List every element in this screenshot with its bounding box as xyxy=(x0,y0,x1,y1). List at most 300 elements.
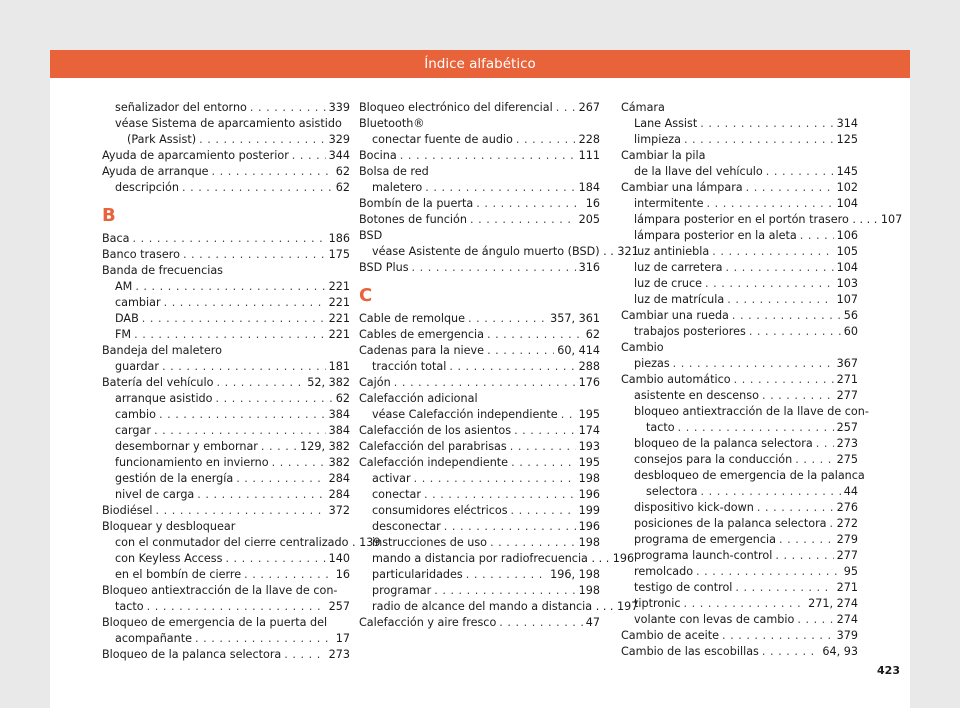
entry-term: bloqueo de la palanca selectora xyxy=(634,437,813,450)
entry-term: Batería del vehículo xyxy=(102,376,214,389)
dot-leader xyxy=(195,631,333,647)
entry-page-ref: 105 xyxy=(836,245,858,258)
entry-page-ref: 102 xyxy=(836,181,858,194)
index-entry: con el conmutador del cierre centralizado . 139 xyxy=(115,536,381,549)
entry-term: de la llave del vehículo xyxy=(634,165,763,178)
index-entry xyxy=(621,420,858,436)
entry-page-ref: 198 xyxy=(578,584,600,597)
index-entry: Banda de frecuencias xyxy=(102,264,224,277)
index-entry: lámpara posterior en el portón trasero . . . . 107 xyxy=(634,213,903,226)
dot-leader xyxy=(134,327,326,343)
entry-term: dispositivo kick-down xyxy=(634,501,754,514)
index-entry: Bandeja del maletero xyxy=(102,344,222,357)
entry-page-ref: 16 xyxy=(335,568,350,581)
dot-leader xyxy=(182,180,333,196)
dot-leader xyxy=(470,212,576,228)
entry-page-ref: 195 xyxy=(578,456,600,469)
index-entry xyxy=(621,228,858,244)
entry-page-ref: 277 xyxy=(836,549,858,562)
index-entry: mando a distancia por radiofrecuencia . . . 196 xyxy=(372,552,635,565)
index-entry xyxy=(621,532,858,548)
entry-page-ref: 47 xyxy=(585,616,600,629)
entry-term: programar xyxy=(372,584,432,597)
entry-term: tacto xyxy=(115,600,144,613)
index-entry xyxy=(102,487,350,503)
entry-page-ref: 273 xyxy=(836,437,858,450)
dot-leader xyxy=(707,196,834,212)
index-entry: radio de alcance del mando a distancia . . . 197 xyxy=(372,600,639,613)
index-entry xyxy=(102,647,350,663)
index-entry xyxy=(621,244,858,260)
dot-leader xyxy=(466,567,547,583)
index-entry xyxy=(359,212,600,228)
entry-term: Cambio de aceite xyxy=(621,629,719,642)
dot-leader xyxy=(727,292,833,308)
entry-term: Calefacción del parabrisas xyxy=(359,440,507,453)
dot-leader xyxy=(412,260,576,276)
index-entry xyxy=(102,132,350,148)
dot-leader xyxy=(816,436,834,452)
dot-leader xyxy=(164,295,326,311)
entry-term: (Park Assist) xyxy=(127,133,197,146)
dot-leader xyxy=(762,388,834,404)
dot-leader xyxy=(701,484,841,500)
index-entry xyxy=(102,359,350,375)
index-entry xyxy=(102,599,350,615)
dot-leader xyxy=(757,500,834,516)
dot-leader xyxy=(779,532,834,548)
index-entry xyxy=(359,583,600,599)
entry-term: AM xyxy=(115,280,133,293)
index-entry: Bolsa de red xyxy=(359,165,429,178)
page-number: 423 xyxy=(877,664,900,677)
dot-leader xyxy=(797,612,833,628)
dot-leader xyxy=(684,132,834,148)
index-entry xyxy=(621,388,858,404)
dot-leader xyxy=(800,228,834,244)
entry-term: descripción xyxy=(115,181,179,194)
dot-leader xyxy=(292,148,326,164)
entry-page-ref: 316 xyxy=(578,261,600,274)
entry-term: luz de cruce xyxy=(634,277,703,290)
entry-term: señalizador del entorno xyxy=(115,101,247,114)
entry-term: cambio xyxy=(115,408,156,421)
index-entry xyxy=(359,423,600,439)
dot-leader xyxy=(394,375,576,391)
dot-leader xyxy=(272,455,326,471)
index-entry xyxy=(102,423,350,439)
entry-term: FM xyxy=(115,328,132,341)
entry-term: luz de matrícula xyxy=(634,293,725,306)
index-entry xyxy=(102,231,350,247)
section-letter: C xyxy=(359,285,373,306)
index-entry xyxy=(359,615,600,631)
index-entry xyxy=(621,180,858,196)
entry-page-ref: 195 xyxy=(578,408,600,421)
dot-leader xyxy=(766,164,834,180)
entry-page-ref: 329 xyxy=(328,133,350,146)
dot-leader xyxy=(673,356,834,372)
dot-leader xyxy=(712,244,833,260)
index-entry xyxy=(102,311,350,327)
entry-term: guardar xyxy=(115,360,160,373)
entry-page-ref: 174 xyxy=(578,424,600,437)
index-entry xyxy=(102,455,350,471)
entry-page-ref: 125 xyxy=(836,133,858,146)
index-entry: Cambiar la pila xyxy=(621,149,706,162)
index-entry xyxy=(102,164,350,180)
dot-leader xyxy=(511,455,576,471)
entry-page-ref: 104 xyxy=(836,261,858,274)
dot-leader xyxy=(735,580,833,596)
entry-term: conectar xyxy=(372,488,421,501)
entry-page-ref: 257 xyxy=(328,600,350,613)
entry-term: consejos para la conducción xyxy=(634,453,793,466)
dot-leader xyxy=(468,311,547,327)
entry-page-ref: 198 xyxy=(578,472,600,485)
dot-leader xyxy=(510,439,576,455)
entry-page-ref: 205 xyxy=(578,213,600,226)
index-entry xyxy=(359,471,600,487)
dot-leader xyxy=(561,407,576,423)
entry-term: activar xyxy=(372,472,411,485)
index-entry xyxy=(621,548,858,564)
entry-term: desembornar y embornar xyxy=(115,440,258,453)
entry-page-ref: 198 xyxy=(578,536,600,549)
index-entry xyxy=(621,196,858,212)
entry-page-ref: 276 xyxy=(836,501,858,514)
entry-term: testigo de control xyxy=(634,581,733,594)
page-title: Índice alfabético xyxy=(424,56,536,72)
index-entry: véase Asistente de ángulo muerto (BSD) . . 321 xyxy=(372,245,639,258)
entry-term: Cajón xyxy=(359,376,391,389)
index-entry xyxy=(621,308,858,324)
entry-page-ref: 221 xyxy=(328,280,350,293)
entry-page-ref: 140 xyxy=(328,552,350,565)
dot-leader xyxy=(156,503,326,519)
dot-leader xyxy=(162,359,326,375)
entry-term: Cambio de las escobillas xyxy=(621,645,759,658)
entry-page-ref: 221 xyxy=(328,296,350,309)
index-entry xyxy=(621,484,858,500)
index-entry: Bloquear y desbloquear xyxy=(102,520,236,533)
dot-leader xyxy=(775,548,833,564)
dot-leader xyxy=(516,132,576,148)
entry-page-ref: 176 xyxy=(578,376,600,389)
entry-term: Banco trasero xyxy=(102,248,180,261)
entry-page-ref: 145 xyxy=(836,165,858,178)
index-entry: bloqueo antiextracción de la llave de con- xyxy=(634,405,869,418)
entry-term: véase Calefacción independiente xyxy=(372,408,558,421)
entry-page-ref: 221 xyxy=(328,328,350,341)
entry-page-ref: 284 xyxy=(328,488,350,501)
entry-term: luz antiniebla xyxy=(634,245,710,258)
entry-page-ref: 175 xyxy=(328,248,350,261)
entry-term: Bloqueo de la palanca selectora xyxy=(102,648,282,661)
entry-term: Calefacción de los asientos xyxy=(359,424,512,437)
dot-leader xyxy=(490,535,576,551)
index-entry xyxy=(102,567,350,583)
entry-term: tacto xyxy=(646,421,675,434)
entry-page-ref: 314 xyxy=(836,117,858,130)
entry-term: Bombín de la puerta xyxy=(359,197,474,210)
index-entry xyxy=(359,359,600,375)
dot-leader xyxy=(284,647,325,663)
entry-page-ref: 367 xyxy=(836,357,858,370)
entry-term: selectora xyxy=(646,485,698,498)
index-entry xyxy=(621,580,858,596)
entry-term: Baca xyxy=(102,232,130,245)
index-entry xyxy=(359,455,600,471)
entry-term: asistente en descenso xyxy=(634,389,759,402)
entry-term: Bloqueo electrónico del diferencial xyxy=(359,101,553,114)
entry-term: instrucciones de uso xyxy=(372,536,488,549)
entry-page-ref: 111 xyxy=(578,149,600,162)
index-entry xyxy=(359,407,600,423)
index-entry xyxy=(102,375,350,391)
dot-leader xyxy=(135,279,325,295)
index-entry xyxy=(621,372,858,388)
index-entry xyxy=(102,295,350,311)
entry-term: trabajos posteriores xyxy=(634,325,746,338)
index-entry xyxy=(359,148,600,164)
entry-page-ref: 279 xyxy=(836,533,858,546)
dot-leader xyxy=(449,359,575,375)
entry-page-ref: 277 xyxy=(836,389,858,402)
dot-leader xyxy=(133,231,326,247)
entry-page-ref: 273 xyxy=(328,648,350,661)
entry-term: posiciones de la palanca selectora xyxy=(634,517,827,530)
dot-leader xyxy=(487,327,583,343)
entry-page-ref: 384 xyxy=(328,424,350,437)
entry-page-ref: 382 xyxy=(328,456,350,469)
index-entry xyxy=(359,567,600,583)
dot-leader xyxy=(762,644,820,660)
dot-leader xyxy=(236,471,325,487)
entry-page-ref: 271 xyxy=(836,373,858,386)
dot-leader xyxy=(244,567,333,583)
index-entry xyxy=(359,439,600,455)
entry-page-ref: 193 xyxy=(578,440,600,453)
dot-leader xyxy=(197,487,325,503)
index-entry xyxy=(621,356,858,372)
section-letter: B xyxy=(102,205,116,226)
entry-page-ref: 267 xyxy=(578,101,600,114)
index-entry xyxy=(621,132,858,148)
entry-page-ref: 379 xyxy=(836,629,858,642)
entry-page-ref: 64, 93 xyxy=(822,645,858,658)
dot-leader xyxy=(684,596,806,612)
index-entry xyxy=(621,628,858,644)
dot-leader xyxy=(154,423,326,439)
entry-page-ref: 196 xyxy=(578,520,600,533)
index-entry xyxy=(102,503,350,519)
entry-term: Cambiar una lámpara xyxy=(621,181,743,194)
entry-term: Biodiésel xyxy=(102,504,153,517)
dot-leader xyxy=(434,583,575,599)
entry-page-ref: 199 xyxy=(578,504,600,517)
entry-term: piezas xyxy=(634,357,670,370)
entry-term: luz de carretera xyxy=(634,261,723,274)
index-entry: Cambio xyxy=(621,341,664,354)
entry-term: acompañante xyxy=(115,632,193,645)
dot-leader xyxy=(556,100,576,116)
entry-term: consumidores eléctricos xyxy=(372,504,508,517)
dot-leader xyxy=(499,615,582,631)
entry-term: con Keyless Access xyxy=(115,552,223,565)
entry-term: Botones de función xyxy=(359,213,467,226)
entry-page-ref: 228 xyxy=(578,133,600,146)
entry-page-ref: 62 xyxy=(335,392,350,405)
dot-leader xyxy=(732,308,841,324)
index-entry xyxy=(621,564,858,580)
dot-leader xyxy=(147,599,326,615)
entry-term: lámpara posterior en la aleta xyxy=(634,229,797,242)
index-entry xyxy=(621,500,858,516)
index-entry xyxy=(102,180,350,196)
index-entry xyxy=(621,116,858,132)
dot-leader xyxy=(216,391,333,407)
entry-page-ref: 339 xyxy=(328,101,350,114)
index-entry xyxy=(359,260,600,276)
index-entry xyxy=(359,311,600,327)
entry-term: intermitente xyxy=(634,197,704,210)
entry-page-ref: 384 xyxy=(328,408,350,421)
page-header xyxy=(50,50,910,78)
entry-term: programa de emergencia xyxy=(634,533,776,546)
index-entry xyxy=(102,327,350,343)
index-entry xyxy=(359,375,600,391)
dot-leader xyxy=(511,503,576,519)
dot-leader xyxy=(722,628,834,644)
dot-leader xyxy=(830,516,834,532)
entry-page-ref: 16 xyxy=(585,197,600,210)
dot-leader xyxy=(746,180,834,196)
entry-term: en el bombín de cierre xyxy=(115,568,242,581)
entry-term: conectar fuente de audio xyxy=(372,133,513,146)
dot-leader xyxy=(250,100,326,116)
index-entry: BSD xyxy=(359,229,383,242)
entry-term: cargar xyxy=(115,424,151,437)
index-entry xyxy=(621,596,858,612)
index-entry xyxy=(621,436,858,452)
entry-term: BSD Plus xyxy=(359,261,409,274)
index-entry xyxy=(102,631,350,647)
index-entry: Bloqueo antiextracción de la llave de con- xyxy=(102,584,338,597)
entry-page-ref: 274 xyxy=(836,613,858,626)
entry-page-ref: 107 xyxy=(836,293,858,306)
index-entry xyxy=(359,487,600,503)
index-entry xyxy=(102,439,350,455)
entry-term: cambiar xyxy=(115,296,161,309)
entry-page-ref: 184 xyxy=(578,181,600,194)
dot-leader xyxy=(142,311,326,327)
dot-leader xyxy=(199,132,326,148)
entry-page-ref: 271, 274 xyxy=(808,597,858,610)
index-entry xyxy=(102,551,350,567)
entry-page-ref: 62 xyxy=(585,328,600,341)
entry-page-ref: 44 xyxy=(843,485,858,498)
entry-term: volante con levas de cambio xyxy=(634,613,795,626)
entry-term: arranque asistido xyxy=(115,392,213,405)
entry-page-ref: 288 xyxy=(578,360,600,373)
dot-leader xyxy=(261,439,297,455)
dot-leader xyxy=(414,471,576,487)
entry-page-ref: 129, 382 xyxy=(300,440,350,453)
entry-term: Bocina xyxy=(359,149,397,162)
entry-page-ref: 196, 198 xyxy=(550,568,600,581)
index-page xyxy=(50,50,910,708)
entry-term: Cambio automático xyxy=(621,373,731,386)
index-entry xyxy=(359,327,600,343)
dot-leader xyxy=(444,519,576,535)
index-column-2 xyxy=(359,100,639,631)
dot-leader xyxy=(212,164,333,180)
dot-leader xyxy=(696,564,841,580)
entry-term: maletero xyxy=(372,181,423,194)
entry-term: nivel de carga xyxy=(115,488,195,501)
entry-term: gestión de la energía xyxy=(115,472,234,485)
index-entry xyxy=(359,519,600,535)
entry-page-ref: 62 xyxy=(335,165,350,178)
entry-page-ref: 186 xyxy=(328,232,350,245)
entry-page-ref: 271 xyxy=(836,581,858,594)
entry-page-ref: 60 xyxy=(843,325,858,338)
index-column-3 xyxy=(621,100,903,660)
entry-term: tracción total xyxy=(372,360,447,373)
index-entry: desbloqueo de emergencia de la palanca xyxy=(634,469,865,482)
entry-page-ref: 56 xyxy=(843,309,858,322)
dot-leader xyxy=(705,276,834,292)
entry-term: Ayuda de aparcamiento posterior xyxy=(102,149,289,162)
index-entry xyxy=(102,471,350,487)
dot-leader xyxy=(400,148,576,164)
entry-page-ref: 106 xyxy=(836,229,858,242)
entry-term: remolcado xyxy=(634,565,694,578)
entry-page-ref: 357, 361 xyxy=(550,312,600,325)
entry-page-ref: 275 xyxy=(836,453,858,466)
entry-page-ref: 372 xyxy=(328,504,350,517)
dot-leader xyxy=(749,324,841,340)
dot-leader xyxy=(514,423,576,439)
entry-term: programa launch-control xyxy=(634,549,773,562)
dot-leader xyxy=(726,260,834,276)
entry-page-ref: 17 xyxy=(335,632,350,645)
index-entry xyxy=(359,100,600,116)
entry-page-ref: 52, 382 xyxy=(307,376,350,389)
entry-term: Cables de emergencia xyxy=(359,328,484,341)
index-entry xyxy=(359,503,600,519)
entry-page-ref: 284 xyxy=(328,472,350,485)
index-entry xyxy=(359,196,600,212)
index-entry xyxy=(102,148,350,164)
dot-leader xyxy=(216,375,304,391)
index-entry xyxy=(621,164,858,180)
dot-leader xyxy=(183,247,326,263)
entry-term: Cable de remolque xyxy=(359,312,466,325)
entry-page-ref: 104 xyxy=(836,197,858,210)
entry-page-ref: 344 xyxy=(328,149,350,162)
index-entry: véase Sistema de aparcamiento asistido xyxy=(115,117,342,130)
entry-term: Ayuda de arranque xyxy=(102,165,209,178)
dot-leader xyxy=(700,116,833,132)
index-entry xyxy=(621,260,858,276)
dot-leader xyxy=(425,180,575,196)
entry-term: Calefacción y aire fresco xyxy=(359,616,497,629)
index-entry xyxy=(621,612,858,628)
entry-term: particularidades xyxy=(372,568,463,581)
entry-term: Lane Assist xyxy=(634,117,698,130)
